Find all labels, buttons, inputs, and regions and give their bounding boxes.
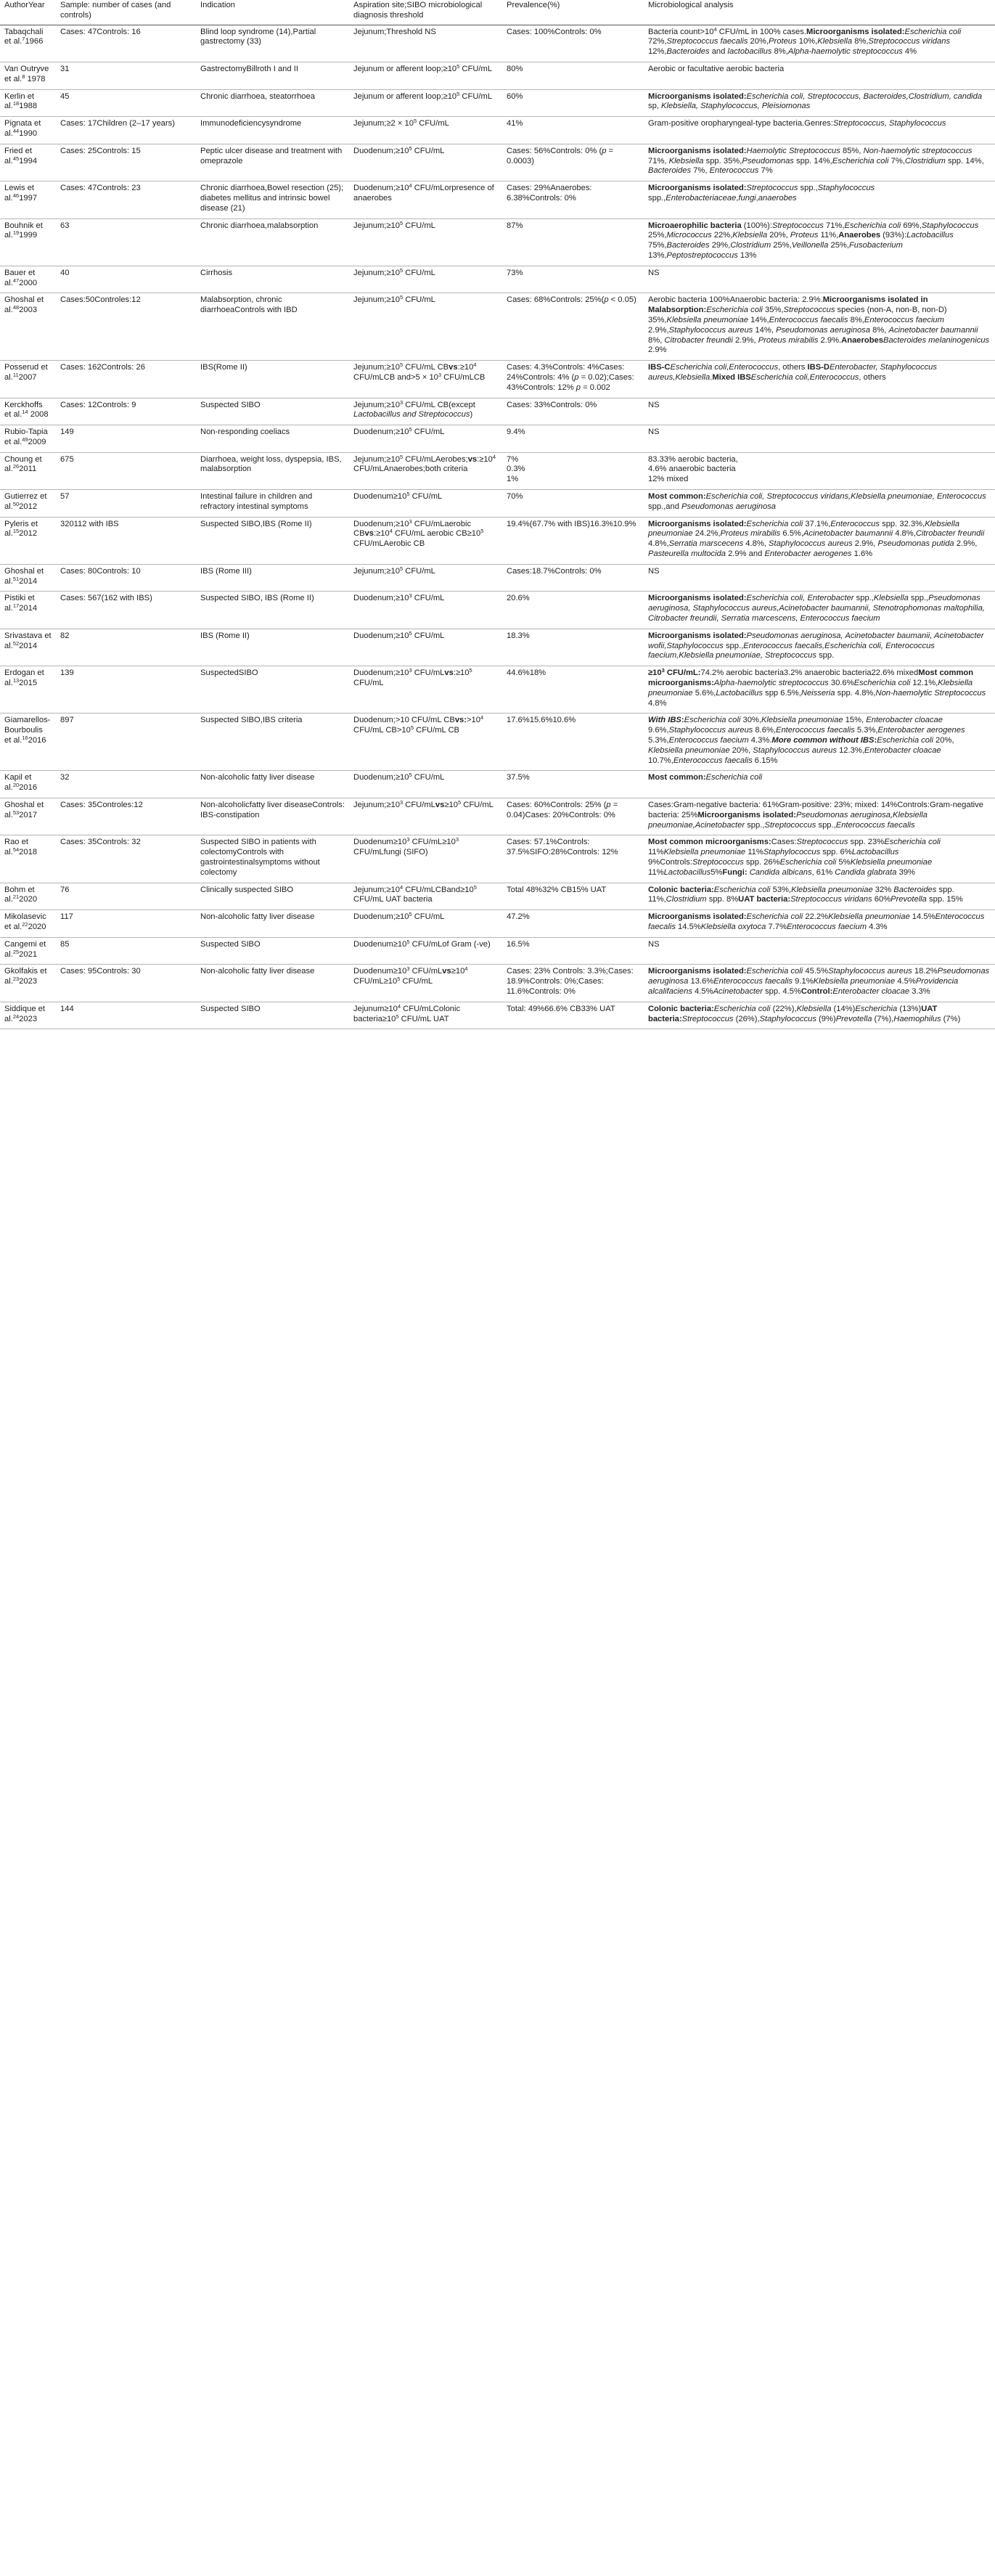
- sample-cell: Cases: 12Controls: 9: [56, 398, 196, 425]
- prevalence-cell: 41%: [502, 117, 644, 144]
- table-row: [0, 965, 995, 1002]
- sample-cell: Cases: 35Controls: 32: [56, 835, 196, 883]
- sample-cell: 82: [56, 629, 196, 666]
- table-row: [0, 910, 995, 938]
- prevalence-cell: 37.5%: [502, 771, 644, 798]
- sample-cell: 320112 with IBS: [56, 517, 196, 564]
- author-year-cell: Ghoshal et al.$^{51}$2014: [0, 564, 56, 592]
- header-author-year: AuthorYear: [0, 0, 56, 25]
- indication-cell: Cirrhosis: [196, 266, 349, 293]
- prevalence-cell: Total: 49%66.6% CB33% UAT: [502, 1002, 644, 1029]
- aspiration-site-cell: $Jejunum;\ge 10^5$ CFU/mL: [349, 266, 502, 293]
- author-year-cell: Rao et al.$^{54}$2018: [0, 835, 56, 883]
- indication-cell: Suspected SIBO: [196, 398, 349, 425]
- sample-cell: Cases: 162Controls: 26: [56, 361, 196, 398]
- author-year-cell: Gutierrez et al.$^{50}$2012: [0, 490, 56, 518]
- microbiological-analysis-cell: 83.33% aerobic bacteria, 4.6% anaerobic bacteria 12% mixed: [644, 452, 995, 489]
- sample-cell: 45: [56, 89, 196, 117]
- table-row: [0, 798, 995, 835]
- microbiological-analysis-cell: Aerobic or facultative aerobic bacteria: [644, 62, 995, 89]
- aspiration-site-cell: Duodenum;>10 CFU/mL $CBvs:>10^4$ CFU/mL $CB>10^5$ CFU/mL CB: [349, 713, 502, 771]
- sample-cell: Cases: 567(162 with IBS): [56, 592, 196, 629]
- prevalence-cell: Cases: 29%Anaerobes: 6.38%Controls: 0%: [502, 181, 644, 218]
- prevalence-cell: 9.4%: [502, 425, 644, 453]
- indication-cell: Malabsorption, chronic diarrhoeaControls with IBD: [196, 293, 349, 361]
- indication-cell: Suspected SIBO in patients with colectomyControls with gastrointestinalsymptoms without colectomy: [196, 835, 349, 883]
- table-row: [0, 666, 995, 713]
- prevalence-cell: Cases: 33%Controls: 0%: [502, 398, 644, 425]
- microbiological-analysis-cell: IBS-CEscherichia coli,Enterococcus, others IBS-DEnterobacter, Staphylococcus aureus,Klebsiella.Mixed IBSEscherichia coli,Enterococcus, others: [644, 361, 995, 398]
- table-row: [0, 713, 995, 771]
- prevalence-cell: Cases: 23% Controls: 3.3%;Cases: 18.9%Controls: 0%;Cases: 11.6%Controls: 0%: [502, 965, 644, 1002]
- aspiration-site-cell: $Duodenum;\ge 10^5$ CFU/mL: [349, 910, 502, 938]
- sample-cell: Cases: 80Controls: 10: [56, 564, 196, 592]
- table-row: [0, 218, 995, 266]
- author-year-cell: Kerckhoffs et al.$^{14}$ 2008: [0, 398, 56, 425]
- table-header-row: [0, 0, 995, 25]
- author-year-cell: Mikolasevic et al.$^{22}$2020: [0, 910, 56, 938]
- indication-cell: Clinically suspected SIBO: [196, 883, 349, 910]
- microbiological-analysis-cell: Colonic bacteria:Escherichia coli 53%,Klebsiella pneumoniae 32% Bacteroides spp. 11%,Clostridium spp. 8%UAT bacteria:Streptococcus viridans 60%Prevotella spp. 15%: [644, 883, 995, 910]
- aspiration-site-cell: $Duodenum;\ge 10^5$ CFU/mL: [349, 771, 502, 798]
- table-row: [0, 25, 995, 62]
- sample-cell: Cases: 17Children (2–17 years): [56, 117, 196, 144]
- author-year-cell: Cangemi et al.$^{25}$2021: [0, 937, 56, 965]
- microbiological-analysis-cell: Most common:Escherichia coli: [644, 771, 995, 798]
- prevalence-cell: Cases: 57.1%Controls: 37.5%SIFO:28%Controls: 12%: [502, 835, 644, 883]
- microbiological-analysis-cell: Microorganisms isolated:Escherichia coli 37.1%,Enterococcus spp. 32.3%,Klebsiella pneumoniae 24.2%,Proteus mirabilis 6.5%,Acinetobacter baumannii 4.8%,Citrobacter freundii 4.8%,Serratia marscecens 4.8%, Staphylococcus aureus 2.9%, Pseudomonas putida 2.9%, Pasteurella multocida 2.9% and Enterobacter aerogenes 1.6%: [644, 517, 995, 564]
- aspiration-site-cell: Jejunum or afferent $loop;\ge 10^5$ CFU/mL: [349, 89, 502, 117]
- microbiological-analysis-cell: NS: [644, 266, 995, 293]
- author-year-cell: Erdogan et al.$^{13}$2015: [0, 666, 56, 713]
- sibo-studies-table: [0, 0, 995, 1029]
- aspiration-site-cell: $Duodenum;\ge 10^5$ CFU/mL: [349, 425, 502, 453]
- indication-cell: GastrectomyBillroth I and II: [196, 62, 349, 89]
- sample-cell: Cases: 35Controles:12: [56, 798, 196, 835]
- author-year-cell: Kerlin et al.$^{18}$1988: [0, 89, 56, 117]
- prevalence-cell: 16.5%: [502, 937, 644, 965]
- microbiological-analysis-cell: Microorganisms isolated:Escherichia coli 45.5%Staphylococcus aureus 18.2%Pseudomonas aeruginosa 13.6%Enterococcus faecalis 9.1%Klebsiella pneumoniae 4.5%Providencia alcalifaciens 4.5%Acinetobacter spp. 4.5%Control:Enterobacter cloacae 3.3%: [644, 965, 995, 1002]
- indication-cell: IBS (Rome II): [196, 629, 349, 666]
- prevalence-cell: 19.4%(67.7% with IBS)16.3%10.9%: [502, 517, 644, 564]
- aspiration-site-cell: $Jejunum\ge 10^4$ CFU/mLColonic $bacteria\ge 10^5$ CFU/mL UAT: [349, 1002, 502, 1029]
- indication-cell: Chronic diarrhoea,malabsorption: [196, 218, 349, 266]
- sample-cell: Cases:50Controles:12: [56, 293, 196, 361]
- microbiological-analysis-cell: Bacteria $count>10^4$ CFU/mL in 100% cases.Microorganisms isolated:Escherichia coli 72%,Streptococcus faecalis 20%,Proteus 10%,Klebsiella 8%,Streptococcus viridans 12%,Bacteroides and lactobacillus 8%,Alpha-haemolytic streptococcus 4%: [644, 25, 995, 62]
- author-year-cell: Bauer et al.$^{47}$2000: [0, 266, 56, 293]
- indication-cell: Non-alcoholic fatty liver disease: [196, 910, 349, 938]
- prevalence-cell: 17.6%15.6%10.6%: [502, 713, 644, 771]
- aspiration-site-cell: Jejunum;≥2 × $10^5$ CFU/mL: [349, 117, 502, 144]
- aspiration-site-cell: $Duodenum;\ge 10^4$ CFU/mLorpresence of anaerobes: [349, 181, 502, 218]
- indication-cell: Blind loop syndrome (14),Partial gastrectomy (33): [196, 25, 349, 62]
- aspiration-site-cell: $Jejunum;\ge 10^4$ CFU/$mLCBand\ge 10^5$ CFU/mL UAT bacteria: [349, 883, 502, 910]
- header-aspiration-site: Aspiration site;SIBO microbiological diagnosis threshold: [349, 0, 502, 25]
- author-year-cell: Tabaqchali et al.$^7$1966: [0, 25, 56, 62]
- prevalence-cell: Cases: 56%Controls: 0% (p = 0.0003): [502, 144, 644, 181]
- author-year-cell: Srivastava et al.$^{52}$2014: [0, 629, 56, 666]
- microbiological-analysis-cell: Aerobic bacteria 100%Anaerobic bacteria: 2.9%.Microorganisms isolated in Malabsorption:Escherichia coli 35%,Streptococcus species (non-A, non-B, non-D) 35%,Klebsiella pneumoniae 14%,Enterococcus faecalis 8%,Enterococcus faecium 2.9%,Staphylococcus aureus 14%, Pseudomonas aeruginosa 8%, Acinetobacter baumannii 8%, Citrobacter freundii 2.9%, Proteus mirabilis 2.9%.AnaerobesBacteroides melaninogenicus 2.9%: [644, 293, 995, 361]
- table-row: [0, 1002, 995, 1029]
- aspiration-site-cell: $Duodenum;\ge 10^3$ CFU/$mLvs:\ge 10^5$ CFU/mL: [349, 666, 502, 713]
- indication-cell: Suspected SIBO: [196, 1002, 349, 1029]
- microbiological-analysis-cell: Gram-positive oropharyngeal-type bacteria.Genres:Streptococcus, Staphylococcus: [644, 117, 995, 144]
- sample-cell: 139: [56, 666, 196, 713]
- microbiological-analysis-cell: NS: [644, 564, 995, 592]
- microbiological-analysis-cell: Cases:Gram-negative bacteria: 61%Gram-positive: 23%; mixed: 14%Controls:Gram-negative bacteria: 25%Microorganisms isolated:Pseudomonas aeruginosa,Klebsiella pneumoniae,Acinetobacter spp.,Streptococcus spp.,Enterococcus faecalis: [644, 798, 995, 835]
- table-row: [0, 490, 995, 518]
- prevalence-cell: Cases: 68%Controls: 25%(p < 0.05): [502, 293, 644, 361]
- microbiological-analysis-cell: Microorganisms isolated:Escherichia coli, Enterobacter spp.,Klebsiella spp.,Pseudomonas aeruginosa, Staphylococcus aureus,Acinetobacter baumannii, Stenotrophomonas maltophilia, Citrobacter freundii, Serratia marcescens, Enterococcus faecium: [644, 592, 995, 629]
- header-microbiological-analysis: Microbiological analysis: [644, 0, 995, 25]
- indication-cell: Diarrhoea, weight loss, dyspepsia, IBS, malabsorption: [196, 452, 349, 489]
- header-prevalence: Prevalence(%): [502, 0, 644, 25]
- aspiration-site-cell: $Jejunum;\ge 10^5$ CFU/mL $CBvs:\ge 10^4$ CFU/mLCB $and>5 \times 10^3$ CFU/mLCB: [349, 361, 502, 398]
- microbiological-analysis-cell: NS: [644, 937, 995, 965]
- author-year-cell: Pyleris et al.$^{15}$2012: [0, 517, 56, 564]
- author-year-cell: Bohm et al.$^{21}$2020: [0, 883, 56, 910]
- indication-cell: Non-alcoholicfatty liver diseaseControls: IBS-constipation: [196, 798, 349, 835]
- microbiological-analysis-cell: $\ge 10^3$ CFU/mL:74.2% aerobic bacteria3.2% anaerobic bacteria22.6% mixedMost common microorganisms:Alpha-haemolytic streptococcus 30.6%Escherichia coli 12.1%,Klebsiella pneumoniae 5.6%,Lactobacillus spp 6.5%,Neisseria spp. 4.8%,Non-haemolytic Streptococcus 4.8%: [644, 666, 995, 713]
- indication-cell: Intestinal failure in children and refractory intestinal symptoms: [196, 490, 349, 518]
- table-row: [0, 266, 995, 293]
- sample-cell: 76: [56, 883, 196, 910]
- author-year-cell: Posserud et al.$^{11}$2007: [0, 361, 56, 398]
- sample-cell: 117: [56, 910, 196, 938]
- table-row: [0, 452, 995, 489]
- header-sample: Sample: number of cases (and controls): [56, 0, 196, 25]
- sample-cell: 40: [56, 266, 196, 293]
- table-row: [0, 835, 995, 883]
- indication-cell: Non-responding coeliacs: [196, 425, 349, 453]
- aspiration-site-cell: $Duodenum\ge 10^5$ CFU/mL: [349, 490, 502, 518]
- indication-cell: IBS(Rome II): [196, 361, 349, 398]
- prevalence-cell: 87%: [502, 218, 644, 266]
- sample-cell: 57: [56, 490, 196, 518]
- microbiological-analysis-cell: Most common:Escherichia coli, Streptococcus viridans,Klebsiella pneumoniae, Enterococcus spp.,and Pseudomonas aeruginosa: [644, 490, 995, 518]
- table-row: [0, 62, 995, 89]
- sample-cell: Cases: 95Controls: 30: [56, 965, 196, 1002]
- microbiological-analysis-cell: Microorganisms isolated:Haemolytic Streptococcus 85%, Non-haemolytic streptococcus 71%, Klebsiella spp. 35%,Pseudomonas spp. 14%,Escherichia coli 7%,Clostridium spp. 14%, Bacteroides 7%, Enterococcus 7%: [644, 144, 995, 181]
- sample-cell: 144: [56, 1002, 196, 1029]
- prevalence-cell: Total 48%32% CB15% UAT: [502, 883, 644, 910]
- prevalence-cell: 70%: [502, 490, 644, 518]
- indication-cell: Suspected SIBO, IBS (Rome II): [196, 592, 349, 629]
- indication-cell: Suspected SIBO,IBS criteria: [196, 713, 349, 771]
- prevalence-cell: 47.2%: [502, 910, 644, 938]
- aspiration-site-cell: $Duodenum;\ge 10^3$ CFU/mLaerobic $CBvs:\ge 10^4$ CFU/mL aerobic $CB\ge 10^5$ CFU/mLAerobic CB: [349, 517, 502, 564]
- indication-cell: Chronic diarrhoea, steatorrhoea: [196, 89, 349, 117]
- prevalence-cell: 20.6%: [502, 592, 644, 629]
- table-row: [0, 144, 995, 181]
- table-row: [0, 517, 995, 564]
- indication-cell: Suspected SIBO: [196, 937, 349, 965]
- table-row: [0, 398, 995, 425]
- indication-cell: Non-alcoholic fatty liver disease: [196, 771, 349, 798]
- author-year-cell: Van Outryve et al.$^8$ 1978: [0, 62, 56, 89]
- table-row: [0, 592, 995, 629]
- microbiological-analysis-cell: Microorganisms isolated:Escherichia coli 22.2%Klebsiella pneumoniae 14.5%Enterococcus faecalis 14.5%Klebsiella oxytoca 7.7%Enterococcus faecium 4.3%: [644, 910, 995, 938]
- author-year-cell: Kapil et al.$^{20}$2016: [0, 771, 56, 798]
- table-row: [0, 361, 995, 398]
- author-year-cell: Fried et al.$^{45}$1994: [0, 144, 56, 181]
- author-year-cell: Pignata et al.$^{44}$1990: [0, 117, 56, 144]
- prevalence-cell: 73%: [502, 266, 644, 293]
- sample-cell: Cases: 25Controls: 15: [56, 144, 196, 181]
- aspiration-site-cell: $Jejunum;\ge 10^3$ CFU/$mLvs\ge 10^5$ CFU/mL: [349, 798, 502, 835]
- header-indication: Indication: [196, 0, 349, 25]
- microbiological-analysis-cell: Colonic bacteria:Escherichia coli (22%),Klebsiella (14%)Escherichia (13%)UAT bacteria:Streptococcus (26%),Staphylococcus (9%)Prevotella (7%),Haemophilus (7%): [644, 1002, 995, 1029]
- prevalence-cell: Cases: 60%Controls: 25% (p = 0.04)Cases: 20%Controls: 0%: [502, 798, 644, 835]
- sample-cell: 31: [56, 62, 196, 89]
- author-year-cell: Gkolfakis et al.$^{23}$2023: [0, 965, 56, 1002]
- microbiological-analysis-cell: Microorganisms isolated:Escherichia coli, Streptococcus, Bacteroides,Clostridium, candida sp, Klebsiella, Staphylococcus, Pleisiomonas: [644, 89, 995, 117]
- microbiological-analysis-cell: Microorganisms isolated:Pseudomonas aeruginosa, Acinetobacter baumanii, Acinetobacter wofii,Staphylococcus spp.,Enterococcus faecalis,Escherichia coli, Enterococcus faecium,Klebsiella pneumoniae, Streptococcus spp.: [644, 629, 995, 666]
- aspiration-site-cell: $Duodenum;\ge 10^5$ CFU/mL: [349, 144, 502, 181]
- prevalence-cell: 18.3%: [502, 629, 644, 666]
- microbiological-analysis-cell: Most common microorganisms:Cases:Streptococcus spp. 23%Escherichia coli 11%Klebsiella pneumoniae 11%Staphylococcus spp. 6%Lactobacillus 9%Controls:Streptococcus spp. 26%Escherichia coli 5%Klebsiella pneumoniae 11%Lactobacillus5%Fungi: Candida albicans, 61% Candida glabrata 39%: [644, 835, 995, 883]
- prevalence-cell: Cases: 4.3%Controls: 4%Cases: 24%Controls: 4% (p = 0.02);Cases: 43%Controls: 12% p = 0.002: [502, 361, 644, 398]
- author-year-cell: Choung et al.$^{26}$2011: [0, 452, 56, 489]
- indication-cell: SuspectedSIBO: [196, 666, 349, 713]
- microbiological-analysis-cell: With IBS:Escherichia coli 30%,Klebsiella pneumoniae 15%, Enterobacter cloacae 9.6%,Staphylococcus aureus 8.6%,Enterococcus faecalis 5.3%,Enterobacter aerogenes 5.3%,Enterococcus faecium 4.3%.More common without IBS:Escherichia coli 20%, Klebsiella pneumoniae 20%, Staphylococcus aureus 12.3%,Enterobacter cloacae 10.7%,Enterococcus faecalis 6.15%: [644, 713, 995, 771]
- table-row: [0, 181, 995, 218]
- sample-cell: 675: [56, 452, 196, 489]
- aspiration-site-cell: $Jejunum;\ge 10^5$ CFU/mL: [349, 218, 502, 266]
- indication-cell: Chronic diarrhoea,Bowel resection (25); diabetes mellitus and intrinsic bowel disease (21): [196, 181, 349, 218]
- author-year-cell: Siddique et al.$^{24}$2023: [0, 1002, 56, 1029]
- table-body: [0, 25, 995, 1029]
- sample-cell: 149: [56, 425, 196, 453]
- author-year-cell: Giamarellos-Bourboulis et al.$^{16}$2016: [0, 713, 56, 771]
- aspiration-site-cell: Jejunum or afferent $loop;\ge 10^5$ CFU/mL: [349, 62, 502, 89]
- prevalence-cell: 80%: [502, 62, 644, 89]
- table-row: [0, 937, 995, 965]
- indication-cell: Non-alcoholic fatty liver disease: [196, 965, 349, 1002]
- sample-cell: 897: [56, 713, 196, 771]
- aspiration-site-cell: $Duodenum\ge 10^3$ CFU/$mL\ge 10^3$ CFU/mLfungi (SIFO): [349, 835, 502, 883]
- table-row: [0, 771, 995, 798]
- microbiological-analysis-cell: Microorganisms isolated:Streptococcus spp.,Staphylococcus spp.,Enterobacteriaceae,fungi,anaerobes: [644, 181, 995, 218]
- aspiration-site-cell: $Duodenum\ge 10^5$ CFU/mLof Gram (-ve): [349, 937, 502, 965]
- author-year-cell: Ghoshal et al.$^{48}$2003: [0, 293, 56, 361]
- table-row: [0, 629, 995, 666]
- aspiration-site-cell: $Jejunum;\ge 10^5$ CFU/mL: [349, 564, 502, 592]
- table-row: [0, 89, 995, 117]
- sample-cell: 32: [56, 771, 196, 798]
- indication-cell: Peptic ulcer disease and treatment with omeprazole: [196, 144, 349, 181]
- table-row: [0, 564, 995, 592]
- microbiological-analysis-cell: NS: [644, 425, 995, 453]
- aspiration-site-cell: Jejunum;Threshold NS: [349, 25, 502, 62]
- author-year-cell: Rubio-Tapia et al.$^{49}$2009: [0, 425, 56, 453]
- microbiological-analysis-cell: Microaerophilic bacteria (100%):Streptococcus 71%,Escherichia coli 69%,Staphylococcus 25%,Micrococcus 22%,Klebsiella 20%, Proteus 11%,Anaerobes (93%):Lactobacillus 75%,Bacteroides 29%,Clostridium 25%,Veillonella 25%,Fusobacterium 13%,Peptostreptococcus 13%: [644, 218, 995, 266]
- aspiration-site-cell: $Duodenum;\ge 10^5$ CFU/mL: [349, 629, 502, 666]
- author-year-cell: Pistiki et al.$^{17}$2014: [0, 592, 56, 629]
- sample-cell: Cases: 47Controls: 23: [56, 181, 196, 218]
- aspiration-site-cell: $Jejunum;\ge 10^3$ CFU/mL CB(except Lactobacillus and Streptococcus): [349, 398, 502, 425]
- aspiration-site-cell: $Jejunum;\ge 10^5$ CFU/mL: [349, 293, 502, 361]
- indication-cell: Suspected SIBO,IBS (Rome II): [196, 517, 349, 564]
- aspiration-site-cell: $Duodenum\ge 10^3$ CFU/$mLvs\ge 10^4$ CFU/$mL\ge 10^5$ CFU/mL: [349, 965, 502, 1002]
- sample-cell: 85: [56, 937, 196, 965]
- indication-cell: IBS (Rome III): [196, 564, 349, 592]
- prevalence-cell: 60%: [502, 89, 644, 117]
- table-row: [0, 293, 995, 361]
- sample-cell: 63: [56, 218, 196, 266]
- prevalence-cell: 7% 0.3% 1%: [502, 452, 644, 489]
- author-year-cell: Bouhnik et al.$^{19}$1999: [0, 218, 56, 266]
- prevalence-cell: 44.6%18%: [502, 666, 644, 713]
- table-row: [0, 883, 995, 910]
- microbiological-analysis-cell: NS: [644, 398, 995, 425]
- author-year-cell: Ghoshal et al.$^{53}$2017: [0, 798, 56, 835]
- aspiration-site-cell: $Duodenum;\ge 10^3$ CFU/mL: [349, 592, 502, 629]
- table-row: [0, 425, 995, 453]
- table-row: [0, 117, 995, 144]
- author-year-cell: Lewis et al.$^{46}$1997: [0, 181, 56, 218]
- prevalence-cell: Cases:18.7%Controls: 0%: [502, 564, 644, 592]
- prevalence-cell: Cases: 100%Controls: 0%: [502, 25, 644, 62]
- aspiration-site-cell: $Jejunum;\ge 10^5$ CFU/$mLAerobes;vs:\ge 10^4$ CFU/mLAnaerobes;both criteria: [349, 452, 502, 489]
- sample-cell: Cases: 47Controls: 16: [56, 25, 196, 62]
- indication-cell: Immunodeficiencysyndrome: [196, 117, 349, 144]
